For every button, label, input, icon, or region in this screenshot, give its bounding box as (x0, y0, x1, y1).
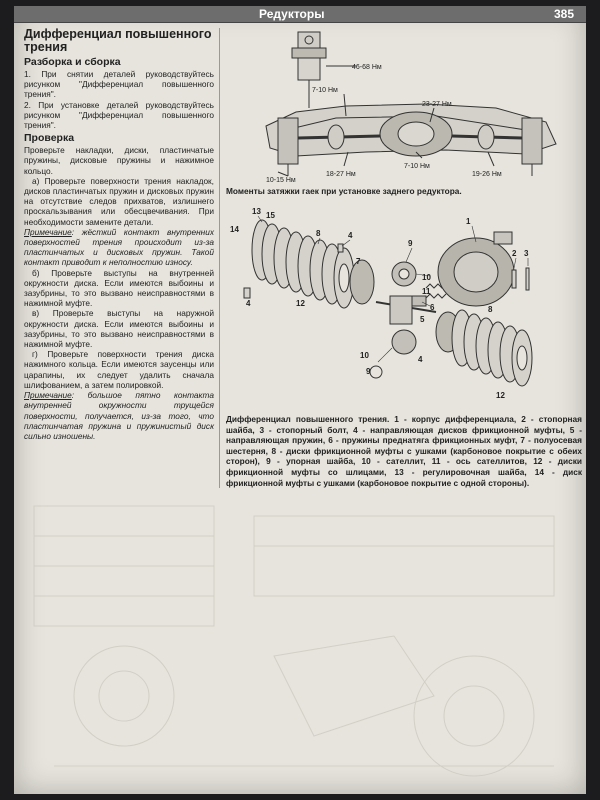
check-step-a: а) Проверьте поверхности трения накладок, дисков пластинчатых пружин и дисковых пружин на отсутствие следов прихватов, излишнего проскальзывания или обесцвечивания. При необходимости замените детали. (24, 175, 214, 227)
disassembly-step-2: 2. При установке деталей руководствуйтесь рисунком "Дифференциал повышенного трения". (24, 99, 214, 131)
part-label-13: 13 (252, 207, 261, 216)
differential-exploded-diagram (226, 202, 582, 410)
part-label-14: 14 (230, 225, 239, 234)
torque-label-5: 18-27 Нм (326, 171, 356, 178)
part-label-4b: 4 (246, 299, 251, 308)
column-divider (219, 28, 220, 488)
part-label-1: 1 (466, 217, 471, 226)
note-2-label: Примечание (24, 390, 72, 401)
part-label-8b: 8 (488, 305, 493, 314)
part-label-9b: 9 (366, 367, 371, 376)
article-title: Дифференциал повышенного трения (24, 27, 212, 54)
left-column (24, 28, 214, 488)
book-page (14, 6, 586, 794)
page-header (14, 6, 586, 23)
part-label-4c: 4 (418, 355, 423, 364)
check-step-g: г) Проверьте поверхности трения диска нажимного кольца. Если имеются заусенцы или царапины, их следует удалить сначала шлифованием, а затем полировкой. (24, 349, 214, 390)
torque-label-4: 10-15 Нм (266, 177, 296, 184)
part-label-10a: 10 (422, 273, 431, 282)
subtitle-check: Проверка (24, 132, 75, 145)
part-label-9a: 9 (408, 239, 413, 248)
note-1-label: Примечание (24, 226, 72, 237)
part-label-2: 2 (512, 249, 517, 258)
part-label-11: 11 (422, 287, 431, 296)
part-label-8a: 8 (316, 229, 321, 238)
note-2-text: : большое пятно контакта внутренней окружности трущейся поверхности, получается, из-за того, что пластинчатая пружина и пружинистый диск сильно изношены. (24, 390, 214, 441)
torque-label-3: 23-27 Нм (422, 101, 452, 108)
part-label-12a: 12 (296, 299, 305, 308)
note-1 (24, 227, 214, 268)
part-label-4a: 4 (348, 231, 353, 240)
check-step-v: в) Проверьте выступы на наружной окружности диска. Если имеются выбоины и зазубрины, то это вызвано неисправностями в нажимной муфте. (24, 308, 214, 350)
check-intro: Проверьте накладки, диски, пластинчатые пружины, дисковые пружины и нажимное кольцо. (24, 145, 214, 176)
subtitle-disassembly: Разборка и сборка (24, 56, 121, 68)
section-title: Редукторы (259, 7, 325, 21)
part-label-3: 3 (524, 249, 529, 258)
part-label-6: 6 (430, 303, 435, 312)
torque-label-6: 7-10 Нм (404, 163, 430, 170)
part-label-5: 5 (420, 315, 425, 324)
part-label-10b: 10 (360, 351, 369, 360)
torque-label-1: 46-68 Нм (352, 64, 382, 71)
torque-label-7: 19-26 Нм (472, 171, 502, 178)
bleed-through-texture (14, 496, 586, 794)
page-number: 385 (553, 7, 574, 21)
note-2 (24, 390, 214, 441)
figure-2-caption: Дифференциал повышенного трения. 1 - корпус дифференциала, 2 - стопорная шайба, 3 - стопорный болт, 4 - направляющая дисков фрикционной муфты, 5 - направляющая пружин, 6 - пружины преднатяга фрикционных муфт, 7 - полуосевая шестерня, 8 - диски фрикционной муфты с ушками (карбоновое покрытие с обеих сторон), 9 - упорная шайба, 10 - сателлит, 11 - ось сателлитов, 12 - диски фрикционной муфты со шлицами, 13 - регулировочная шайба, 14 - диск фрикционной муфты с ушками (карбоновое покрытие с одной стороны). (226, 414, 582, 488)
torque-label-2: 7-10 Нм (312, 87, 338, 94)
check-step-b: б) Проверьте выступы на внутренней окружности диска. Если имеются выбоины и зазубрины, то это вызвано неисправностями в нажимной муфте. (24, 267, 214, 309)
part-label-15: 15 (266, 211, 275, 220)
part-label-12b: 12 (496, 391, 505, 400)
part-label-7: 7 (356, 257, 361, 266)
rear-axle-torque-diagram (226, 26, 582, 184)
figure-1-caption: Моменты затяжки гаек при установке заднего редуктора. (226, 186, 462, 196)
disassembly-step-1: 1. При снятии деталей руководствуйтесь рисунком "Дифференциал повышенного трения". (24, 69, 214, 100)
note-1-text: : жёсткий контакт внутренних поверхностей трения происходит из-за пластинчатых и дисковых пружин. Такой контакт приводит к неполностию износу. (24, 226, 214, 268)
